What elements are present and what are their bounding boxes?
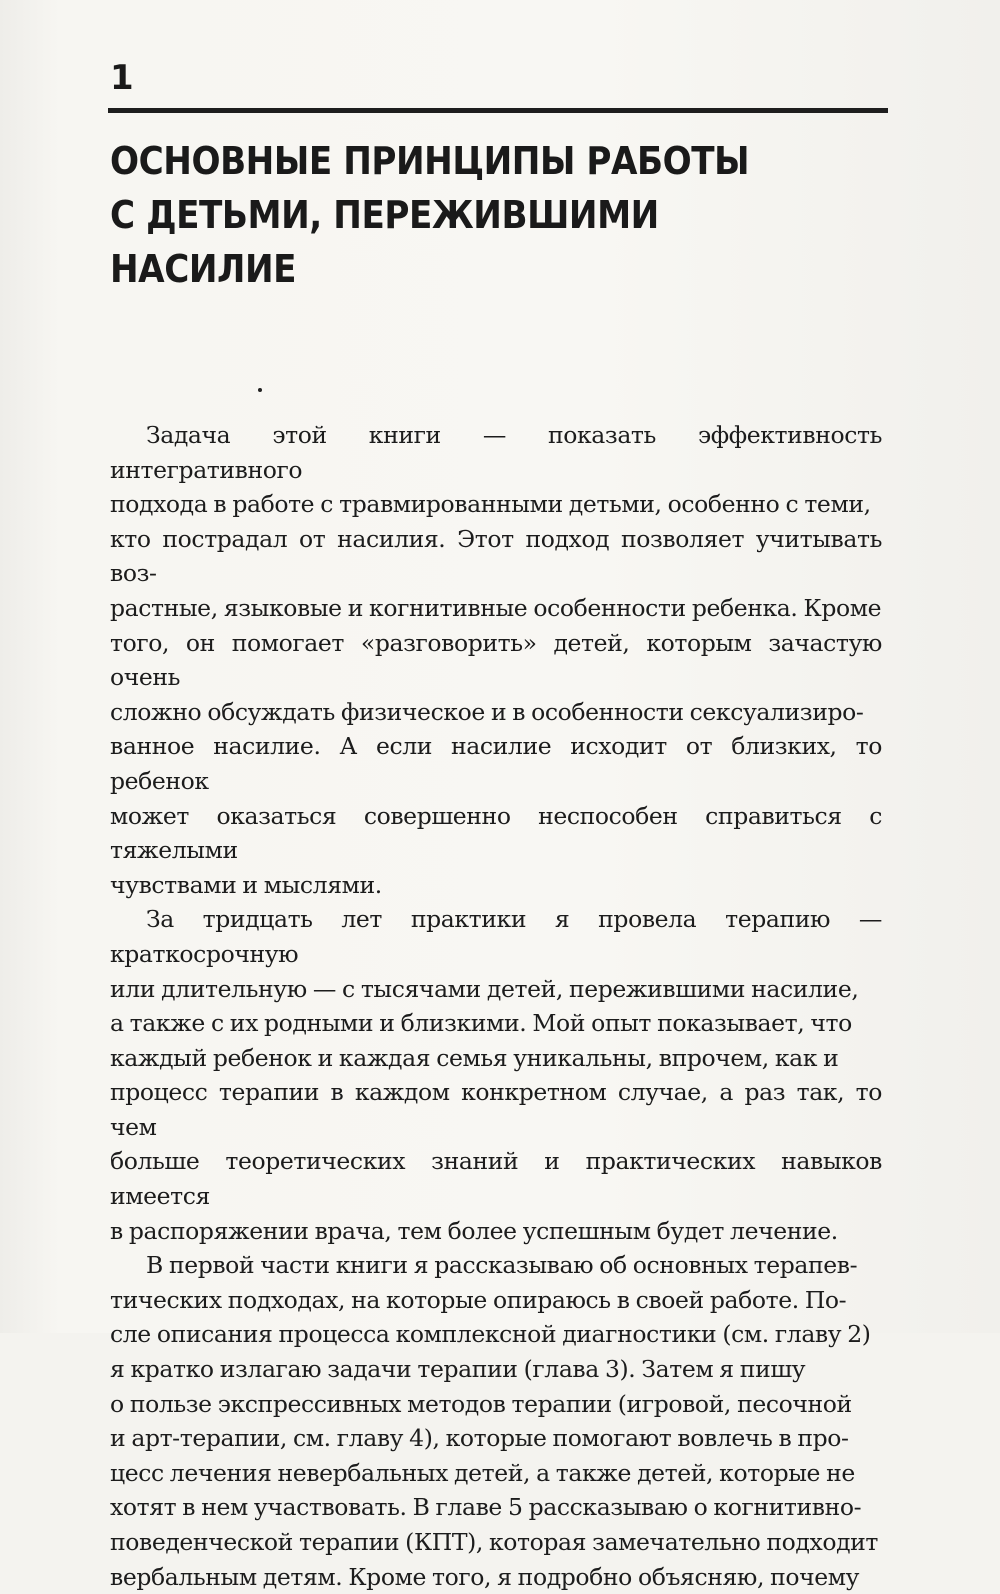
chapter-title	[110, 134, 821, 296]
print-speck	[258, 388, 262, 392]
chapter-number: 1	[110, 58, 134, 98]
chapter-title-line-1: ОСНОВНЫЕ ПРИНЦИПЫ РАБОТЫ	[110, 139, 750, 183]
paragraph-2: За тридцать лет практики я провела терапию — краткосрочную или длительную — с тысячами детей, пережившими насилие, а также с их родными и близкими. Мой опыт показывает, что каждый ребенок и каждая семья уникальны, впрочем, как и процесс терапии в каждом конкретном случае, а раз так, то чем больше теоретических знаний и практических навыков имеется в распоряжении врача, тем более успешным будет лечение.	[110, 905, 882, 1245]
paragraph-1: Задача этой книги — показать эффективность интегративного подхода в работе с травмированными детьми, особенно с теми, кто пострадал от насилия. Этот подход позволяет учитывать воз- растные, языковые и когнитивные особенности ребенка. Кроме того, он помогает «разговорить» детей, которым зачастую очень сложно обсуждать физическое и в особенности сексуализиро- ванное насилие. А если насилие исходит от близких, то ребенок может оказаться совершенно неспособен справиться с тяжелыми чувствами и мыслями.	[110, 421, 882, 899]
paragraph-3: В первой части книги я рассказываю об основных терапев- тических подходах, на которые опираюсь в своей работе. По- сле описания процесса комплексной диагностики (см. главу 2) я кратко излагаю задачи терапии (глава 3). Затем я пишу о пользе экспрессивных методов терапии (игровой, песочной и арт-терапии, см. главу 4), которые помогают вовлечь в про- цесс лечения невербальных детей, а также детей, которые не хотят в нем участвовать. В главе 5 рассказываю о когнитивно- поведенческой терапии (КПТ), которая замечательно подходит вербальным детям. Кроме того, я подробно объясняю, почему	[110, 1251, 879, 1591]
chapter-title-line-2: С ДЕТЬМИ, ПЕРЕЖИВШИМИ НАСИЛИЕ	[110, 193, 659, 291]
body-text	[110, 418, 882, 1594]
chapter-rule	[108, 108, 888, 113]
